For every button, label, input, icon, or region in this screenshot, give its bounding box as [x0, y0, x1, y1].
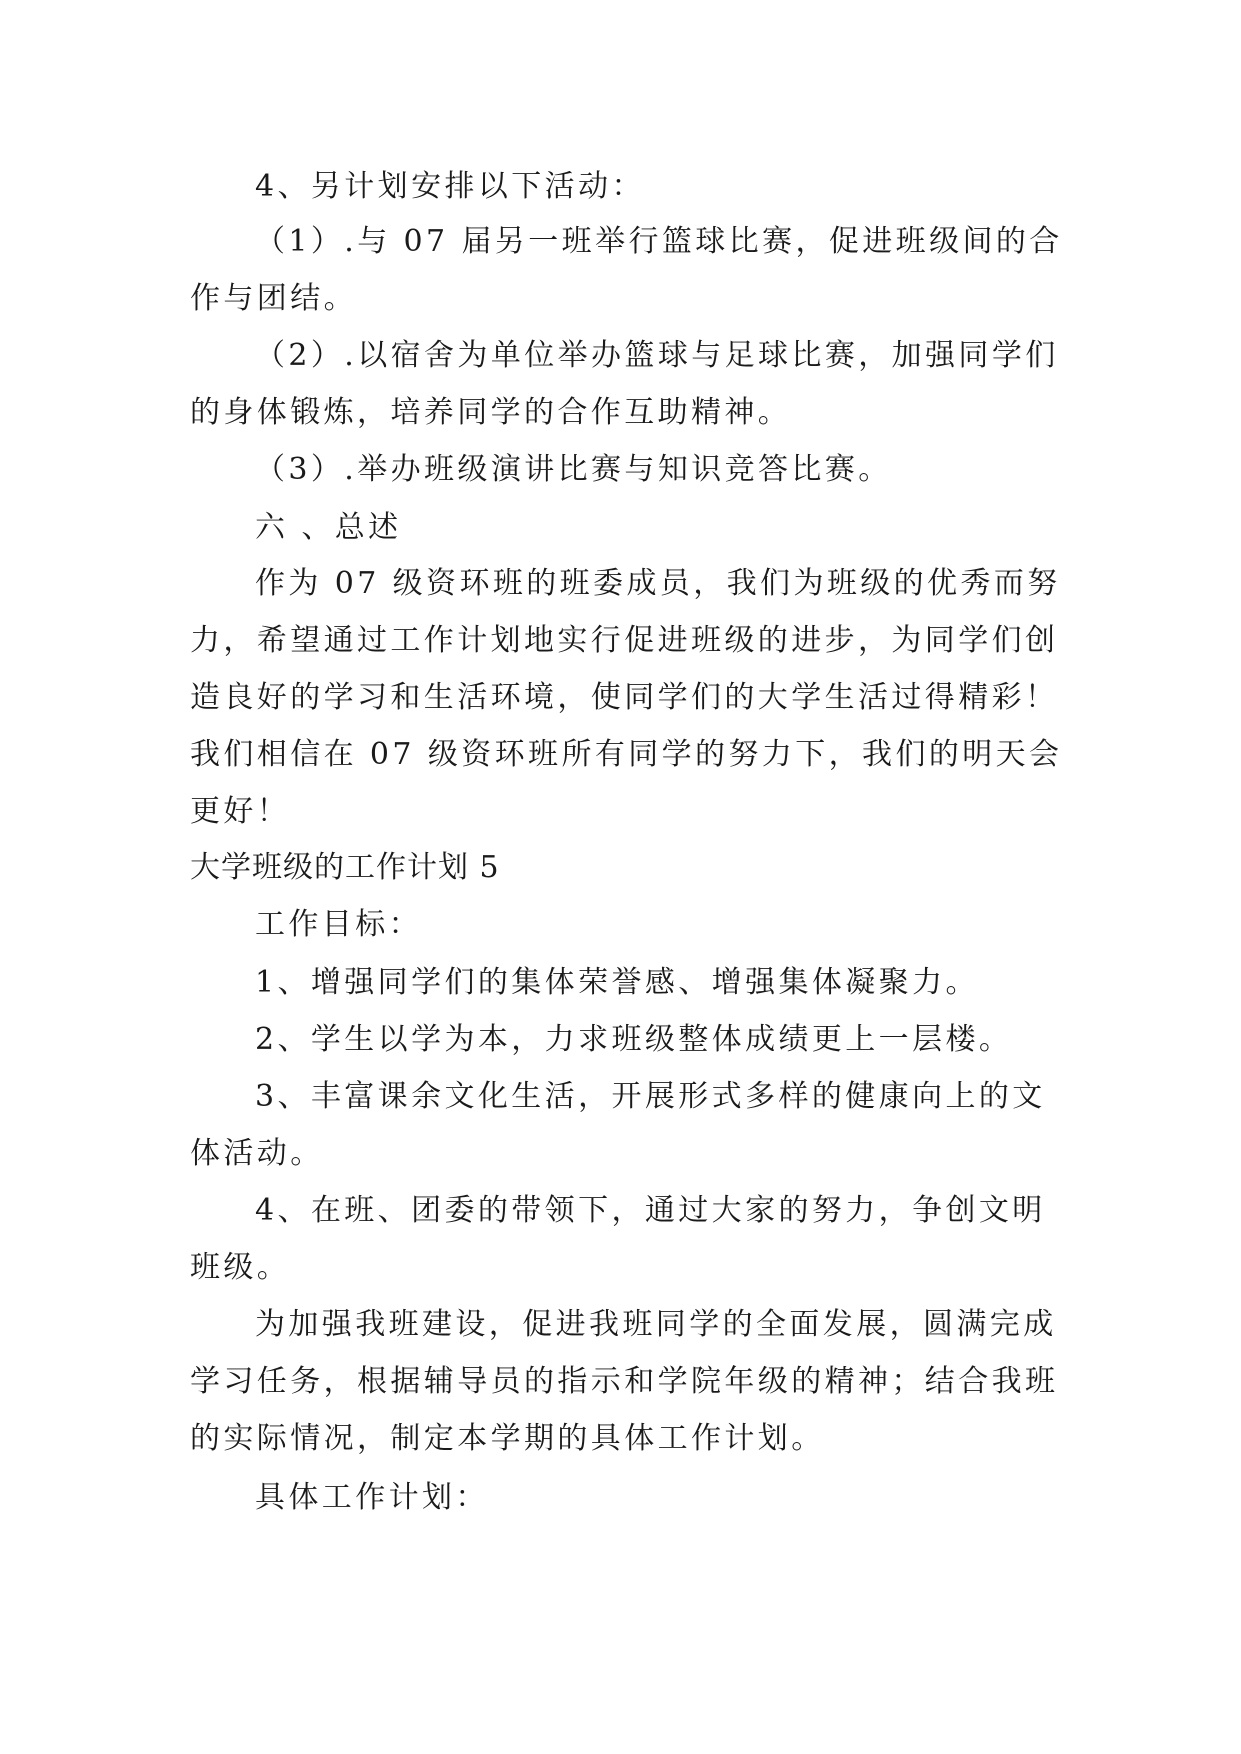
- text-line: 2、学生以学为本，力求班级整体成绩更上一层楼。: [255, 1022, 1013, 1057]
- text-line: 学习任务，根据辅导员的指示和学院年级的精神；结合我班: [190, 1364, 1059, 1399]
- text-line: 班级。: [190, 1250, 291, 1285]
- text-line: 造良好的学习和生活环境，使同学们的大学生活过得精彩！: [190, 680, 1059, 715]
- text-line: 我们相信在 07 级资环班所有同学的努力下，我们的明天会: [190, 737, 1063, 772]
- text-line: 4、在班、团委的带领下，通过大家的努力，争创文明: [255, 1193, 1046, 1228]
- text-line: （1）.与 07 届另一班举行篮球比赛，促进班级间的合: [255, 224, 1063, 259]
- section-heading: 六 、总述: [255, 510, 402, 545]
- text-line: 体活动。: [190, 1136, 324, 1171]
- text-line: 作为 07 级资环班的班委成员，我们为班级的优秀而努: [255, 566, 1061, 601]
- text-line: 4、另计划安排以下活动：: [255, 169, 645, 204]
- document-title: 大学班级的工作计划 5: [190, 850, 500, 885]
- text-line: 力，希望通过工作计划地实行促进班级的进步，为同学们创: [190, 623, 1059, 658]
- text-line: 的实际情况，制定本学期的具体工作计划。: [190, 1421, 825, 1456]
- text-line: 具体工作计划：: [255, 1480, 489, 1515]
- text-line: 的身体锻炼，培养同学的合作互助精神。: [190, 395, 792, 430]
- text-line: （3）.举办班级演讲比赛与知识竞答比赛。: [255, 452, 892, 487]
- text-line: 作与团结。: [190, 281, 357, 316]
- text-line: 工作目标：: [255, 907, 422, 942]
- text-line: 为加强我班建设，促进我班同学的全面发展，圆满完成: [255, 1307, 1057, 1342]
- text-line: （2）.以宿舍为单位举办篮球与足球比赛，加强同学们: [255, 338, 1059, 373]
- text-line: 1、增强同学们的集体荣誉感、增强集体凝聚力。: [255, 965, 979, 1000]
- text-line: 3、丰富课余文化生活，开展形式多样的健康向上的文: [255, 1079, 1046, 1114]
- text-line: 更好！: [190, 794, 291, 829]
